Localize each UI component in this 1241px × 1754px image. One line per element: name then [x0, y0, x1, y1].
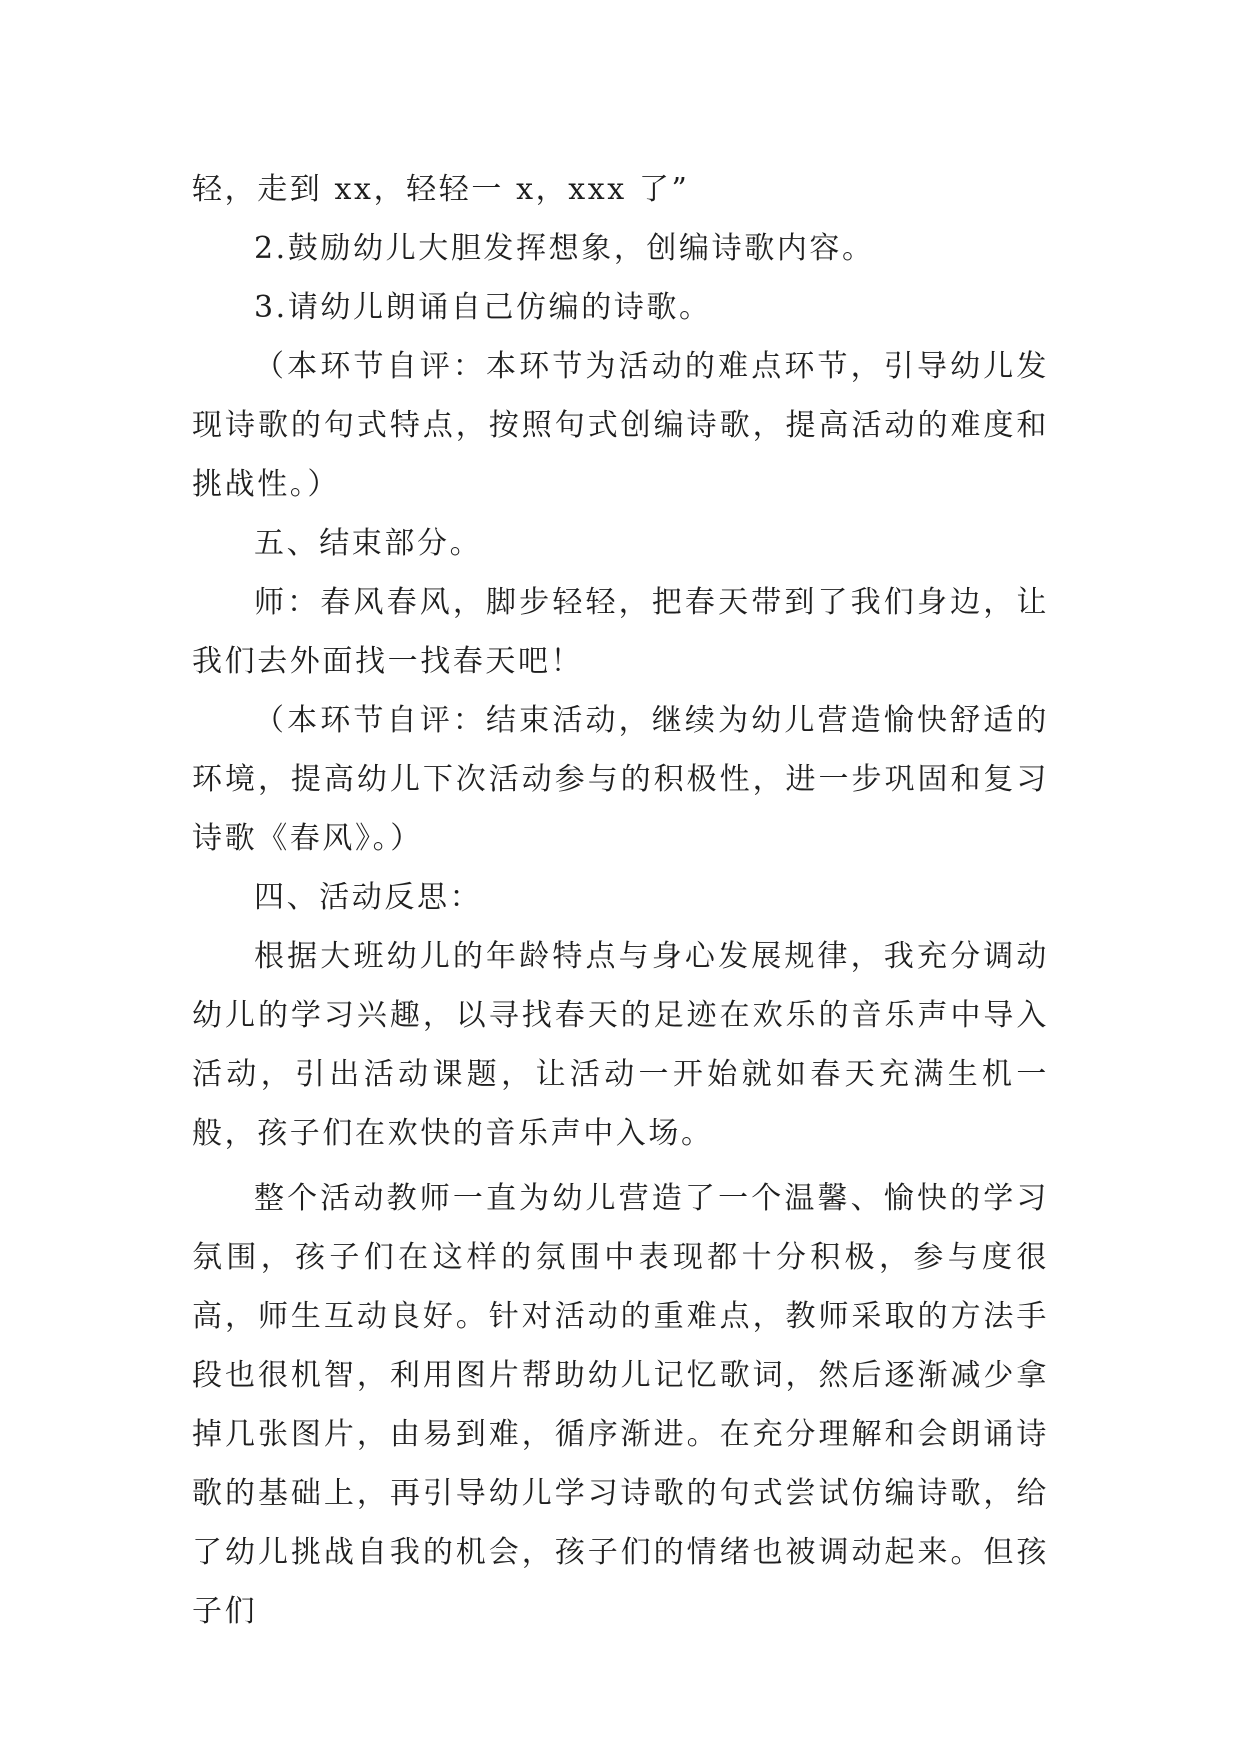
paragraph-poem-line: 轻，走到 xx，轻轻一 x，xxx 了”	[192, 172, 690, 207]
paragraph-teacher-line: 师：春风春风，脚步轻轻，把春天带到了我们身边，让我们去外面找一找春天吧！	[192, 585, 1049, 679]
paragraph-reflection-2: 整个活动教师一直为幼儿营造了一个温馨、愉快的学习氛围，孩子们在这样的氛围中表现都十分积极，参与度很高，师生互动良好。针对活动的重难点，教师采取的方法手段也很机智，利用图片帮助幼儿记忆歌词，然后逐渐减少拿掉几张图片，由易到难，循序渐进。在充分理解和会朗诵诗歌的基础上，再引导幼儿学习诗歌的句式尝试仿编诗歌，给了幼儿挑战自我的机会，孩子们的情绪也被调动起来。但孩子们	[192, 1181, 1049, 1629]
paragraph-self-review-2: （本环节自评：结束活动，继续为幼儿营造愉快舒适的环境，提高幼儿下次活动参与的积极性，进一步巩固和复习诗歌《春风》。）	[192, 703, 1049, 856]
paragraph-step-2: 2.鼓励幼儿大胆发挥想象，创编诗歌内容。	[254, 231, 875, 266]
paragraph-reflection-1: 根据大班幼儿的年龄特点与身心发展规律，我充分调动幼儿的学习兴趣，以寻找春天的足迹在欢乐的音乐声中导入活动，引出活动课题，让活动一开始就如春天充满生机一般，孩子们在欢快的音乐声中入场。	[192, 939, 1049, 1151]
section-heading-reflection: 四、活动反思：	[254, 880, 483, 915]
paragraph-self-review-1: （本环节自评：本环节为活动的难点环节，引导幼儿发现诗歌的句式特点，按照句式创编诗歌，提高活动的难度和挑战性。）	[192, 349, 1049, 502]
document-body	[192, 160, 1049, 1641]
section-heading-ending: 五、结束部分。	[254, 526, 483, 561]
paragraph-step-3: 3.请幼儿朗诵自己仿编的诗歌。	[254, 290, 712, 325]
